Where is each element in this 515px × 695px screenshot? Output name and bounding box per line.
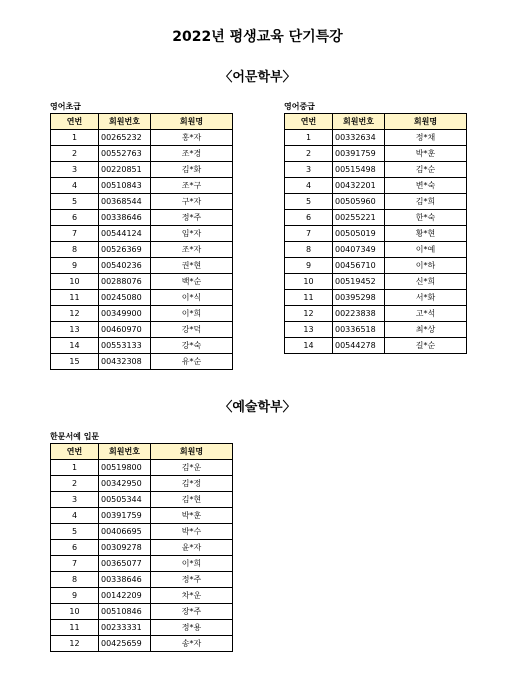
cell-member-no: 00288076	[99, 274, 151, 290]
cell-member-name: 정*용	[151, 620, 233, 636]
cell-seq: 9	[51, 258, 99, 274]
table-row	[51, 210, 233, 226]
cell-member-name: 구*자	[151, 194, 233, 210]
table-row	[51, 290, 233, 306]
cell-seq: 4	[285, 178, 333, 194]
cell-member-no: 00349900	[99, 306, 151, 322]
cell-member-no: 00391759	[99, 508, 151, 524]
table-header-row	[51, 444, 233, 460]
cell-member-name: 조*자	[151, 242, 233, 258]
cell-member-no: 00515498	[333, 162, 385, 178]
cell-member-no: 00309278	[99, 540, 151, 556]
table-row	[51, 226, 233, 242]
table-row	[51, 146, 233, 162]
block-label: 영어초급	[50, 102, 81, 111]
cell-seq: 8	[285, 242, 333, 258]
cell-member-name: 이*하	[385, 258, 467, 274]
cell-member-name: 이*식	[151, 290, 233, 306]
cell-seq: 7	[51, 226, 99, 242]
cell-member-no: 00552763	[99, 146, 151, 162]
column-header-seq: 연번	[51, 114, 99, 130]
cell-seq: 1	[285, 130, 333, 146]
cell-member-no: 00395298	[333, 290, 385, 306]
cell-seq: 8	[51, 572, 99, 588]
table-row	[51, 322, 233, 338]
cell-seq: 2	[285, 146, 333, 162]
cell-seq: 5	[51, 194, 99, 210]
table-row	[51, 194, 233, 210]
cell-member-name: 변*숙	[385, 178, 467, 194]
column-header-member-name: 회원명	[151, 114, 233, 130]
cell-seq: 10	[51, 604, 99, 620]
table-row	[51, 604, 233, 620]
cell-seq: 6	[51, 540, 99, 556]
table-row	[285, 274, 467, 290]
cell-member-no: 00368544	[99, 194, 151, 210]
cell-member-no: 00544124	[99, 226, 151, 242]
cell-member-no: 00510843	[99, 178, 151, 194]
cell-member-name: 서*화	[385, 290, 467, 306]
table-header-row	[51, 114, 233, 130]
page-title: 2022년 평생교육 단기특강	[172, 29, 343, 45]
cell-member-no: 00336518	[333, 322, 385, 338]
cell-member-no: 00365077	[99, 556, 151, 572]
cell-member-name: 백*순	[151, 274, 233, 290]
cell-member-name: 김*희	[385, 194, 467, 210]
cell-member-no: 00220851	[99, 162, 151, 178]
cell-member-name: 차*운	[151, 588, 233, 604]
table-row	[285, 162, 467, 178]
section-title-arts: 〈예술학부〉	[219, 400, 296, 415]
column-header-member-name: 회원명	[151, 444, 233, 460]
column-header-member-no: 회원번호	[333, 114, 385, 130]
table-row	[285, 226, 467, 242]
cell-seq: 10	[285, 274, 333, 290]
cell-member-name: 김*운	[151, 460, 233, 476]
cell-seq: 3	[51, 162, 99, 178]
cell-seq: 11	[51, 290, 99, 306]
cell-seq: 7	[285, 226, 333, 242]
cell-member-name: 김*순	[385, 162, 467, 178]
table-row	[51, 162, 233, 178]
cell-member-no: 00456710	[333, 258, 385, 274]
cell-member-no: 00510846	[99, 604, 151, 620]
table-row	[51, 338, 233, 354]
table-row	[51, 354, 233, 370]
cell-member-name: 김*정	[151, 476, 233, 492]
cell-member-name: 이*희	[151, 306, 233, 322]
cell-seq: 12	[285, 306, 333, 322]
table-row	[51, 620, 233, 636]
cell-seq: 4	[51, 178, 99, 194]
cell-seq: 5	[51, 524, 99, 540]
cell-seq: 1	[51, 130, 99, 146]
table-row	[51, 588, 233, 604]
cell-member-name: 정*채	[385, 130, 467, 146]
cell-member-no: 00519452	[333, 274, 385, 290]
table-row	[51, 242, 233, 258]
cell-seq: 7	[51, 556, 99, 572]
table-row	[51, 636, 233, 652]
cell-member-name: 송*자	[151, 636, 233, 652]
section-title-language: 〈어문학부〉	[219, 70, 296, 85]
block-english-beginner	[50, 100, 233, 370]
cell-member-no: 00553133	[99, 338, 151, 354]
table-row	[51, 492, 233, 508]
cell-member-no: 00332634	[333, 130, 385, 146]
cell-member-no: 00233331	[99, 620, 151, 636]
cell-seq: 11	[285, 290, 333, 306]
roster-table	[284, 113, 467, 354]
cell-member-no: 00544278	[333, 338, 385, 354]
cell-member-no: 00526369	[99, 242, 151, 258]
column-header-member-name: 회원명	[385, 114, 467, 130]
table-header-row	[285, 114, 467, 130]
cell-seq: 9	[51, 588, 99, 604]
table-row	[285, 194, 467, 210]
table-row	[285, 338, 467, 354]
cell-member-no: 00406695	[99, 524, 151, 540]
table-row	[51, 540, 233, 556]
cell-member-name: 신*희	[385, 274, 467, 290]
cell-member-name: 유*순	[151, 354, 233, 370]
cell-member-name: 정*주	[151, 572, 233, 588]
cell-seq: 13	[285, 322, 333, 338]
cell-member-no: 00342950	[99, 476, 151, 492]
cell-member-no: 00391759	[333, 146, 385, 162]
cell-seq: 8	[51, 242, 99, 258]
cell-member-no: 00505960	[333, 194, 385, 210]
cell-member-name: 김*현	[151, 492, 233, 508]
cell-member-no: 00338646	[99, 210, 151, 226]
table-row	[51, 460, 233, 476]
cell-member-no: 00505019	[333, 226, 385, 242]
block-label: 한문서예 입문	[50, 432, 100, 441]
cell-seq: 15	[51, 354, 99, 370]
cell-member-no: 00223838	[333, 306, 385, 322]
cell-member-no: 00142209	[99, 588, 151, 604]
cell-member-name: 황*현	[385, 226, 467, 242]
table-row	[285, 258, 467, 274]
cell-member-name: 강*숙	[151, 338, 233, 354]
cell-member-no: 00460970	[99, 322, 151, 338]
cell-member-no: 00255221	[333, 210, 385, 226]
cell-member-no: 00432308	[99, 354, 151, 370]
cell-member-name: 김*화	[151, 162, 233, 178]
cell-seq: 3	[51, 492, 99, 508]
cell-member-name: 박*수	[151, 524, 233, 540]
cell-seq: 2	[51, 146, 99, 162]
roster-table	[50, 443, 233, 652]
cell-member-no: 00519800	[99, 460, 151, 476]
table-row	[285, 290, 467, 306]
column-header-seq: 연번	[285, 114, 333, 130]
cell-member-name: 홍*자	[151, 130, 233, 146]
table-row	[51, 306, 233, 322]
table-row	[285, 322, 467, 338]
cell-member-name: 강*덕	[151, 322, 233, 338]
cell-member-name: 박*훈	[385, 146, 467, 162]
cell-member-no: 00432201	[333, 178, 385, 194]
table-row	[285, 210, 467, 226]
cell-seq: 1	[51, 460, 99, 476]
cell-seq: 10	[51, 274, 99, 290]
table-row	[51, 508, 233, 524]
cell-seq: 9	[285, 258, 333, 274]
cell-member-name: 정*주	[151, 210, 233, 226]
cell-member-no: 00265232	[99, 130, 151, 146]
cell-seq: 6	[51, 210, 99, 226]
cell-member-no: 00425659	[99, 636, 151, 652]
cell-seq: 2	[51, 476, 99, 492]
cell-seq: 13	[51, 322, 99, 338]
cell-member-no: 00338646	[99, 572, 151, 588]
cell-seq: 12	[51, 636, 99, 652]
cell-member-name: 길*순	[385, 338, 467, 354]
cell-member-name: 임*자	[151, 226, 233, 242]
cell-member-no: 00245080	[99, 290, 151, 306]
cell-member-name: 최*상	[385, 322, 467, 338]
table-row	[285, 146, 467, 162]
cell-seq: 14	[51, 338, 99, 354]
block-calligraphy-intro	[50, 430, 233, 652]
cell-member-name: 윤*자	[151, 540, 233, 556]
cell-member-name: 권*현	[151, 258, 233, 274]
column-header-member-no: 회원번호	[99, 114, 151, 130]
cell-seq: 6	[285, 210, 333, 226]
table-row	[51, 476, 233, 492]
cell-member-no: 00407349	[333, 242, 385, 258]
block-label: 영어중급	[284, 102, 315, 111]
cell-seq: 5	[285, 194, 333, 210]
table-row	[51, 258, 233, 274]
cell-member-name: 조*구	[151, 178, 233, 194]
cell-member-name: 한*숙	[385, 210, 467, 226]
table-row	[285, 130, 467, 146]
table-row	[51, 556, 233, 572]
table-row	[51, 524, 233, 540]
table-row	[51, 274, 233, 290]
cell-seq: 3	[285, 162, 333, 178]
cell-seq: 14	[285, 338, 333, 354]
cell-member-name: 이*희	[151, 556, 233, 572]
cell-member-no: 00540236	[99, 258, 151, 274]
roster-table	[50, 113, 233, 370]
table-row	[51, 572, 233, 588]
column-header-seq: 연번	[51, 444, 99, 460]
cell-seq: 11	[51, 620, 99, 636]
cell-member-name: 조*경	[151, 146, 233, 162]
cell-member-name: 이*예	[385, 242, 467, 258]
block-english-intermediate	[284, 100, 467, 354]
cell-member-name: 장*주	[151, 604, 233, 620]
cell-seq: 4	[51, 508, 99, 524]
column-header-member-no: 회원번호	[99, 444, 151, 460]
table-row	[51, 178, 233, 194]
table-row	[285, 306, 467, 322]
cell-member-no: 00505344	[99, 492, 151, 508]
table-row	[285, 178, 467, 194]
cell-seq: 12	[51, 306, 99, 322]
cell-member-name: 박*훈	[151, 508, 233, 524]
cell-member-name: 고*석	[385, 306, 467, 322]
table-row	[51, 130, 233, 146]
table-row	[285, 242, 467, 258]
